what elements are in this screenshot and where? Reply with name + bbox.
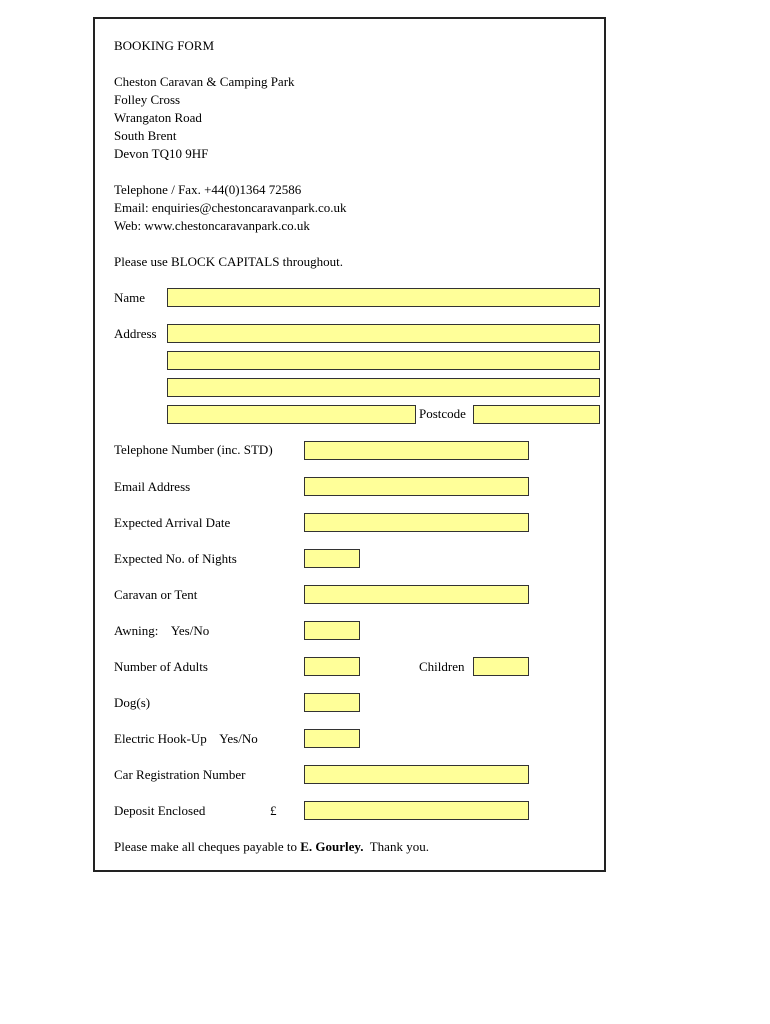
- address-field-4[interactable]: [167, 405, 416, 424]
- cheque-note: [114, 839, 429, 855]
- telephone-label: Telephone Number (inc. STD): [114, 442, 273, 457]
- address-line: Devon TQ10 9HF: [114, 146, 209, 161]
- adults-field[interactable]: [304, 657, 360, 676]
- name-label: Name: [114, 290, 146, 305]
- cheque-note-suffix: Thank you.: [363, 839, 429, 854]
- children-label: Children: [419, 659, 465, 674]
- address-line: Wrangaton Road: [114, 110, 202, 125]
- email-text: Email: enquiries@chestoncaravanpark.co.uk: [114, 200, 347, 215]
- nights-label: Expected No. of Nights: [114, 551, 237, 566]
- form-title: BOOKING FORM: [114, 38, 215, 53]
- phone-text: Telephone / Fax. +44(0)1364 72586: [114, 182, 302, 197]
- adults-label: Number of Adults: [114, 659, 208, 674]
- currency-symbol: £: [270, 803, 277, 818]
- address-line: Folley Cross: [114, 92, 181, 107]
- address-field-3[interactable]: [167, 378, 600, 397]
- payee-name: E. Gourley.: [300, 839, 364, 854]
- dogs-label: Dog(s): [114, 695, 151, 710]
- postcode-label: Postcode: [419, 406, 466, 421]
- electric-label: Electric Hook-Up Yes/No: [114, 731, 258, 746]
- deposit-label: Deposit Enclosed: [114, 803, 206, 818]
- address-label: Address: [114, 326, 157, 341]
- awning-label: Awning: Yes/No: [114, 623, 210, 638]
- car-reg-label: Car Registration Number: [114, 767, 246, 782]
- instruction-text: Please use BLOCK CAPITALS throughout.: [114, 254, 343, 269]
- arrival-date-field[interactable]: [304, 513, 529, 532]
- awning-field[interactable]: [304, 621, 360, 640]
- web-text: Web: www.chestoncaravanpark.co.uk: [114, 218, 310, 233]
- electric-field[interactable]: [304, 729, 360, 748]
- park-name: Cheston Caravan & Camping Park: [114, 74, 295, 89]
- deposit-field[interactable]: [304, 801, 529, 820]
- address-field-1[interactable]: [167, 324, 600, 343]
- name-field[interactable]: [167, 288, 600, 307]
- postcode-field[interactable]: [473, 405, 600, 424]
- email-field[interactable]: [304, 477, 529, 496]
- car-reg-field[interactable]: [304, 765, 529, 784]
- children-field[interactable]: [473, 657, 529, 676]
- email-label: Email Address: [114, 479, 191, 494]
- cheque-note-prefix: Please make all cheques payable to: [114, 839, 301, 854]
- caravan-tent-label: Caravan or Tent: [114, 587, 198, 602]
- telephone-field[interactable]: [304, 441, 529, 460]
- dogs-field[interactable]: [304, 693, 360, 712]
- arrival-label: Expected Arrival Date: [114, 515, 231, 530]
- address-line: South Brent: [114, 128, 177, 143]
- nights-field[interactable]: [304, 549, 360, 568]
- caravan-tent-field[interactable]: [304, 585, 529, 604]
- address-field-2[interactable]: [167, 351, 600, 370]
